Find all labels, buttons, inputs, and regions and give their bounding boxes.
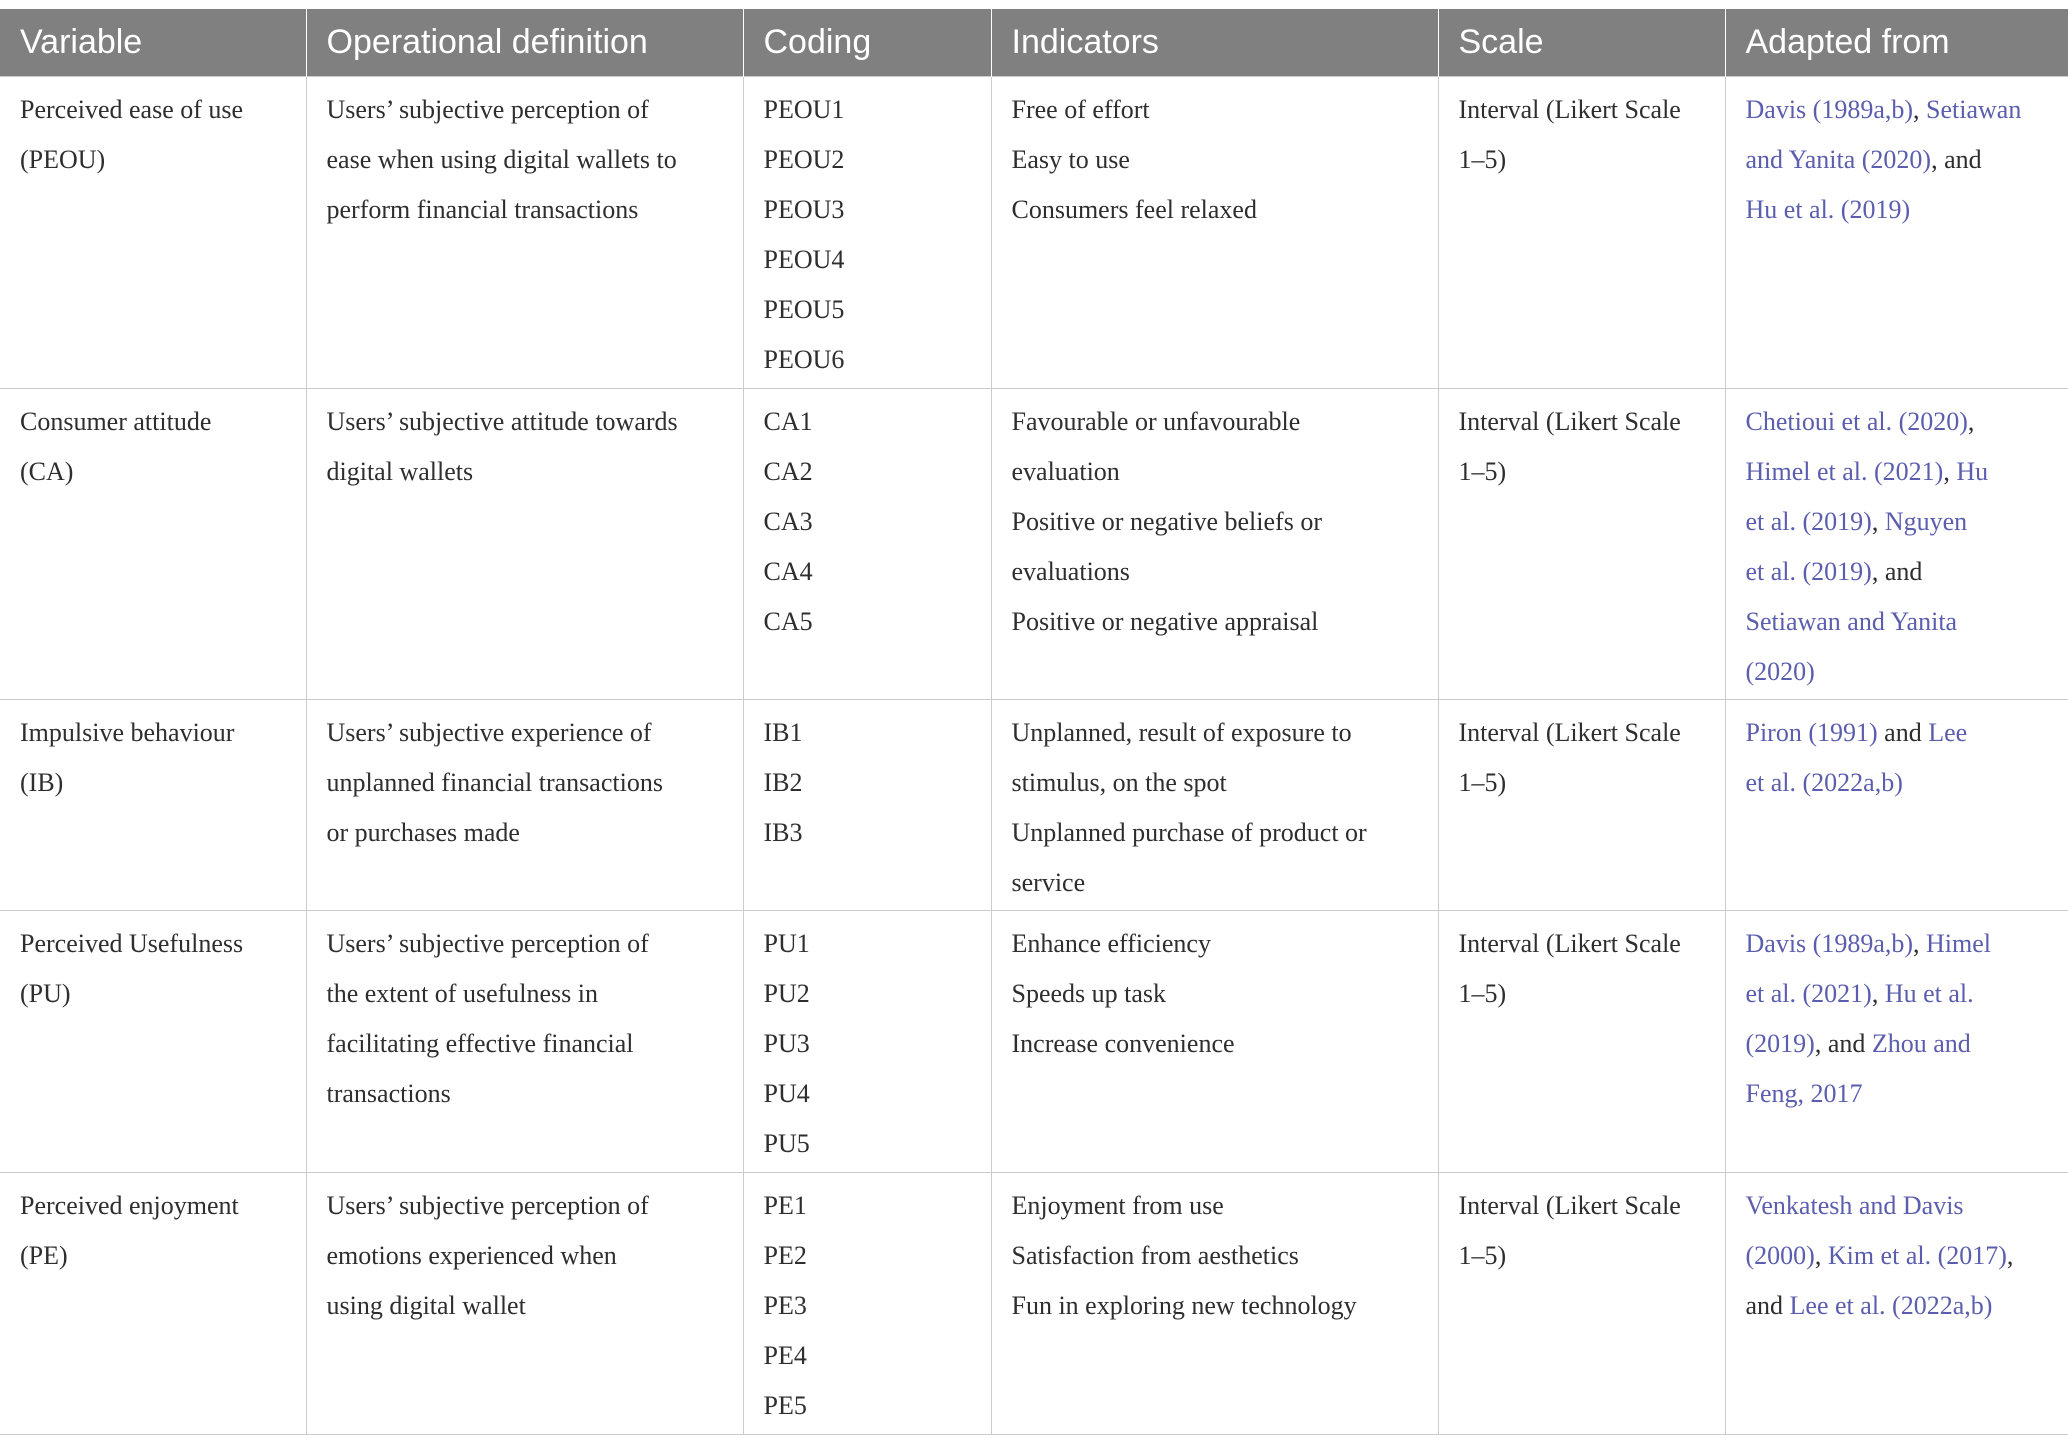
definition-line: Users’ subjective perception of [326, 95, 649, 124]
coding-item: PEOU3 [763, 195, 845, 224]
coding-item: IB2 [763, 768, 803, 797]
scale-line: 1–5) [1458, 768, 1507, 797]
coding-item: IB1 [763, 718, 803, 747]
table-row [0, 389, 2068, 700]
reference-link[interactable]: Hu et al. (2019) [1745, 195, 1911, 224]
indicator-line: Consumers feel relaxed [1011, 195, 1257, 224]
indicator-line: Easy to use [1011, 145, 1130, 174]
indicators-cell [991, 77, 1438, 389]
coding-item: PU3 [763, 1029, 810, 1058]
reference-link[interactable]: Lee et al. (2022a,b) [1789, 1291, 1993, 1320]
coding-item: PEOU4 [763, 245, 845, 274]
indicators-cell [991, 911, 1438, 1173]
definition-cell [306, 911, 743, 1173]
indicator-line: evaluation [1011, 457, 1120, 486]
variable-line: Perceived Usefulness [20, 929, 244, 958]
reference-line [1746, 135, 2062, 185]
indicator-line: Free of effort [1011, 95, 1150, 124]
adapted-from-cell [1725, 700, 2068, 911]
adapted-from-cell [1725, 911, 2068, 1173]
reference-line [1746, 919, 2062, 969]
indicator-line: Enjoyment from use [1011, 1191, 1224, 1220]
reference-line [1746, 397, 2062, 447]
scale-line: Interval (Likert Scale [1458, 95, 1681, 124]
coding-item: PU4 [763, 1079, 810, 1108]
scale-line: Interval (Likert Scale [1458, 718, 1681, 747]
table-row [0, 1173, 2068, 1435]
scale-cell [1438, 77, 1725, 389]
reference-line [1746, 1019, 2062, 1069]
indicator-line: Fun in exploring new technology [1011, 1291, 1357, 1320]
reference-link[interactable]: Davis (1989a,b) [1745, 929, 1914, 958]
indicators-cell [991, 389, 1438, 700]
reference-text: and [1745, 1291, 1790, 1320]
indicator-line: Favourable or unfavourable [1011, 407, 1301, 436]
scale-line: Interval (Likert Scale [1458, 1191, 1681, 1220]
coding-item: CA3 [763, 507, 813, 536]
indicator-line: Positive or negative appraisal [1011, 607, 1319, 636]
definition-line: Users’ subjective perception of [326, 1191, 649, 1220]
reference-text: , [1814, 1241, 1828, 1270]
coding-item: CA4 [763, 557, 813, 586]
definition-line: Users’ subjective perception of [326, 929, 649, 958]
reference-link[interactable]: (2000) [1745, 1241, 1815, 1270]
definition-cell [306, 1173, 743, 1435]
variable-line: (CA) [20, 457, 74, 486]
coding-item: CA1 [763, 407, 813, 436]
reference-text: , [1871, 507, 1885, 536]
variable-cell [0, 389, 306, 700]
variable-cell [0, 77, 306, 389]
scale-cell [1438, 911, 1725, 1173]
reference-line [1746, 1231, 2062, 1281]
definition-line: the extent of usefulness in [326, 979, 598, 1008]
variable-line: (PU) [20, 979, 71, 1008]
scale-line: 1–5) [1458, 979, 1507, 1008]
reference-link[interactable]: and Yanita (2020) [1745, 145, 1932, 174]
adapted-from-cell [1725, 1173, 2068, 1435]
variable-line: Impulsive behaviour [20, 718, 235, 747]
variable-line: Consumer attitude [20, 407, 212, 436]
reference-link[interactable]: Hu et al. [1884, 979, 1974, 1008]
coding-item: CA5 [763, 607, 813, 636]
coding-item: PU2 [763, 979, 810, 1008]
definition-line: unplanned financial transactions [326, 768, 663, 797]
reference-link[interactable]: Kim et al. (2017) [1827, 1241, 2007, 1270]
indicator-line: Increase convenience [1011, 1029, 1235, 1058]
variable-line: Perceived ease of use [20, 95, 244, 124]
definition-line: or purchases made [326, 818, 520, 847]
header-coding: Coding [743, 9, 991, 77]
reference-text: , [1913, 95, 1927, 124]
indicator-line: evaluations [1011, 557, 1130, 586]
reference-text: , and [1931, 145, 1982, 174]
indicator-line: Satisfaction from aesthetics [1011, 1241, 1299, 1270]
definition-line: Users’ subjective attitude towards [326, 407, 678, 436]
reference-line [1746, 708, 2062, 758]
definition-line: transactions [326, 1079, 451, 1108]
reference-line [1746, 547, 2062, 597]
reference-text: , [1913, 929, 1927, 958]
reference-link[interactable]: et al. (2021) [1745, 979, 1872, 1008]
scale-cell [1438, 389, 1725, 700]
reference-line [1746, 85, 2062, 135]
header-indicators: Indicators [991, 9, 1438, 77]
indicator-line: Speeds up task [1011, 979, 1167, 1008]
reference-line [1746, 647, 2062, 697]
definition-line: Users’ subjective experience of [326, 718, 652, 747]
reference-link[interactable]: Venkatesh and Davis [1745, 1191, 1964, 1220]
coding-item: PEOU5 [763, 295, 845, 324]
definition-line: perform financial transactions [326, 195, 639, 224]
definition-line: facilitating effective financial [326, 1029, 634, 1058]
reference-link[interactable]: Davis (1989a,b) [1745, 95, 1914, 124]
coding-item: PEOU6 [763, 345, 845, 374]
coding-item: CA2 [763, 457, 813, 486]
coding-item: PE5 [763, 1391, 807, 1420]
reference-link[interactable]: Feng, 2017 [1745, 1079, 1863, 1108]
header-operational-definition: Operational definition [306, 9, 743, 77]
table-row [0, 911, 2068, 1173]
indicator-line: stimulus, on the spot [1011, 768, 1227, 797]
coding-item: PE4 [763, 1341, 807, 1370]
coding-item: PU5 [763, 1129, 810, 1158]
table-row [0, 77, 2068, 389]
reference-link[interactable]: (2019) [1745, 1029, 1815, 1058]
header-variable: Variable [0, 9, 306, 77]
coding-cell [743, 389, 991, 700]
reference-text: , and [1871, 557, 1923, 586]
reference-line [1746, 597, 2062, 647]
definition-line: ease when using digital wallets to [326, 145, 677, 174]
scale-line: 1–5) [1458, 1241, 1507, 1270]
header-row [0, 9, 2068, 77]
coding-item: PEOU1 [763, 95, 845, 124]
coding-cell [743, 911, 991, 1173]
definition-cell [306, 77, 743, 389]
definition-cell [306, 700, 743, 911]
reference-link[interactable]: Setiawan and Yanita [1745, 607, 1958, 636]
reference-text: , [1943, 457, 1957, 486]
table-body [0, 77, 2068, 1435]
variable-cell [0, 700, 306, 911]
indicator-line: Enhance efficiency [1011, 929, 1211, 958]
variable-cell [0, 1173, 306, 1435]
scale-cell [1438, 700, 1725, 911]
reference-link[interactable]: Himel [1926, 929, 1992, 958]
reference-link[interactable]: Himel et al. (2021) [1745, 457, 1944, 486]
coding-item: IB3 [763, 818, 803, 847]
reference-line [1746, 447, 2062, 497]
reference-link[interactable]: (2020) [1745, 657, 1815, 686]
definition-cell [306, 389, 743, 700]
table-row [0, 700, 2068, 911]
reference-link[interactable]: Setiawan [1926, 95, 2022, 124]
coding-cell [743, 1173, 991, 1435]
scale-line: Interval (Likert Scale [1458, 407, 1681, 436]
reference-link[interactable]: et al. (2019) [1745, 557, 1872, 586]
header-scale: Scale [1438, 9, 1725, 77]
reference-text: , [1871, 979, 1885, 1008]
indicator-line: Positive or negative beliefs or [1011, 507, 1322, 536]
reference-line [1746, 1281, 2062, 1331]
reference-text: , and [1814, 1029, 1872, 1058]
coding-cell [743, 700, 991, 911]
scale-line: 1–5) [1458, 457, 1507, 486]
scale-line: Interval (Likert Scale [1458, 929, 1681, 958]
reference-link[interactable]: Zhou and [1871, 1029, 1971, 1058]
variable-line: (IB) [20, 768, 64, 797]
reference-link[interactable]: Piron (1991) [1745, 718, 1878, 747]
indicator-line: Unplanned purchase of product or [1011, 818, 1367, 847]
scale-cell [1438, 1173, 1725, 1435]
coding-item: PU1 [763, 929, 810, 958]
variable-line: (PE) [20, 1241, 68, 1270]
indicators-cell [991, 1173, 1438, 1435]
variables-table [0, 9, 2068, 1435]
reference-text: , [1967, 407, 1975, 436]
variable-line: (PEOU) [20, 145, 106, 174]
indicator-line: service [1011, 868, 1086, 897]
reference-line [1746, 497, 2062, 547]
reference-link[interactable]: et al. (2019) [1745, 507, 1872, 536]
reference-link[interactable]: Hu [1956, 457, 1989, 486]
definition-line: emotions experienced when [326, 1241, 617, 1270]
table-header [0, 9, 2068, 77]
coding-item: PE2 [763, 1241, 807, 1270]
reference-link[interactable]: Nguyen [1884, 507, 1968, 536]
definition-line: digital wallets [326, 457, 474, 486]
reference-text: and [1877, 718, 1929, 747]
reference-link[interactable]: Chetioui et al. (2020) [1745, 407, 1968, 436]
coding-cell [743, 77, 991, 389]
scale-line: 1–5) [1458, 145, 1507, 174]
header-adapted-from: Adapted from [1725, 9, 2068, 77]
indicators-cell [991, 700, 1438, 911]
reference-line [1746, 1069, 2062, 1119]
coding-item: PE3 [763, 1291, 807, 1320]
definition-line: using digital wallet [326, 1291, 526, 1320]
coding-item: PEOU2 [763, 145, 845, 174]
adapted-from-cell [1725, 389, 2068, 700]
coding-item: PE1 [763, 1191, 807, 1220]
variable-cell [0, 911, 306, 1173]
reference-line [1746, 969, 2062, 1019]
reference-line [1746, 185, 2062, 235]
reference-link[interactable]: et al. (2022a,b) [1745, 768, 1903, 797]
adapted-from-cell [1725, 77, 2068, 389]
reference-line [1746, 1181, 2062, 1231]
variable-line: Perceived enjoyment [20, 1191, 239, 1220]
reference-text: , [2006, 1241, 2014, 1270]
reference-link[interactable]: Lee [1928, 718, 1968, 747]
indicator-line: Unplanned, result of exposure to [1011, 718, 1352, 747]
reference-line [1746, 758, 2062, 808]
